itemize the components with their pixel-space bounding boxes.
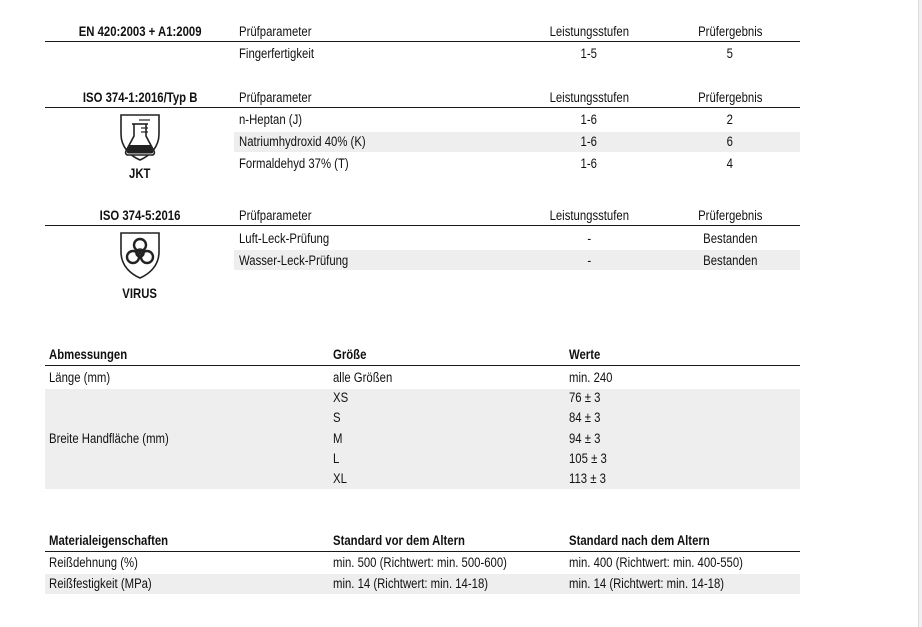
- size-label: XL: [333, 471, 347, 486]
- size-value: 113 ± 3: [569, 471, 606, 486]
- row-levels: 1-5: [580, 46, 598, 61]
- size-label: S: [333, 410, 341, 425]
- row-result: Bestanden: [702, 253, 758, 268]
- row-result: 2: [726, 112, 734, 127]
- row-result: 4: [726, 156, 734, 171]
- row-param: Natriumhydroxid 40% (K): [239, 134, 366, 149]
- icon-caption: JKT: [129, 166, 151, 181]
- row-after: min. 400 (Richtwert: min. 400-550): [569, 555, 743, 570]
- column-header-name: Abmessungen: [49, 347, 128, 362]
- row-levels: 1-6: [580, 112, 598, 127]
- size-label: L: [333, 451, 340, 466]
- header-rule: [45, 41, 800, 42]
- row-levels: -: [587, 253, 591, 268]
- column-header-after: Standard nach dem Altern: [569, 533, 710, 548]
- row-name: Länge (mm): [49, 370, 111, 385]
- row-param: n-Heptan (J): [239, 112, 303, 127]
- standard-code: ISO 374-5:2016: [99, 208, 181, 223]
- column-header-result: Prüfergebnis: [697, 208, 763, 223]
- biohazard-shield-icon: [117, 230, 163, 280]
- size-value: 105 ± 3: [569, 451, 607, 466]
- row-param: Wasser-Leck-Prüfung: [239, 253, 349, 268]
- row-size: alle Größen: [333, 370, 393, 385]
- column-header-levels: Leistungsstufen: [549, 208, 629, 223]
- column-header-result: Prüfergebnis: [697, 90, 763, 105]
- row-before: min. 500 (Richtwert: min. 500-600): [333, 555, 507, 570]
- column-header-name: Materialeigenschaften: [49, 533, 169, 548]
- row-param: Formaldehyd 37% (T): [239, 156, 349, 171]
- row-result: 6: [726, 134, 734, 149]
- column-header-levels: Leistungsstufen: [549, 24, 629, 39]
- row-name: Breite Handfläche (mm): [49, 431, 169, 446]
- header-rule: [45, 107, 800, 108]
- standard-code: ISO 374-1:2016/Typ B: [82, 90, 198, 105]
- size-value: 94 ± 3: [569, 431, 601, 446]
- vertical-scrollbar[interactable]: [918, 0, 922, 627]
- column-header-size: Größe: [333, 347, 367, 362]
- size-label: M: [333, 431, 343, 446]
- row-name: Reißfestigkeit (MPa): [49, 576, 152, 591]
- row-levels: 1-6: [580, 134, 598, 149]
- header-rule: [45, 551, 800, 552]
- chemical-flask-shield-icon: [117, 112, 163, 162]
- row-name: Reißdehnung (%): [49, 555, 138, 570]
- header-rule: [45, 365, 800, 366]
- column-header-result: Prüfergebnis: [697, 24, 763, 39]
- size-value: 76 ± 3: [569, 390, 601, 405]
- row-after: min. 14 (Richtwert: min. 14-18): [569, 576, 725, 591]
- row-result: Bestanden: [702, 231, 758, 246]
- row-result: 5: [726, 46, 734, 61]
- row-param: Fingerfertigkeit: [239, 46, 315, 61]
- icon-caption: VIRUS: [122, 286, 158, 301]
- standard-code: EN 420:2003 + A1:2009: [78, 24, 202, 39]
- column-header-param: Prüfparameter: [239, 24, 312, 39]
- column-header-param: Prüfparameter: [239, 90, 312, 105]
- row-before: min. 14 (Richtwert: min. 14-18): [333, 576, 489, 591]
- size-label: XS: [333, 390, 349, 405]
- size-value: 84 ± 3: [569, 410, 601, 425]
- row-param: Luft-Leck-Prüfung: [239, 231, 330, 246]
- row-levels: 1-6: [580, 156, 598, 171]
- column-header-before: Standard vor dem Altern: [333, 533, 465, 548]
- row-levels: -: [587, 231, 591, 246]
- column-header-value: Werte: [569, 347, 601, 362]
- column-header-param: Prüfparameter: [239, 208, 312, 223]
- row-value: min. 240: [569, 370, 613, 385]
- column-header-levels: Leistungsstufen: [549, 90, 629, 105]
- header-rule: [45, 225, 800, 226]
